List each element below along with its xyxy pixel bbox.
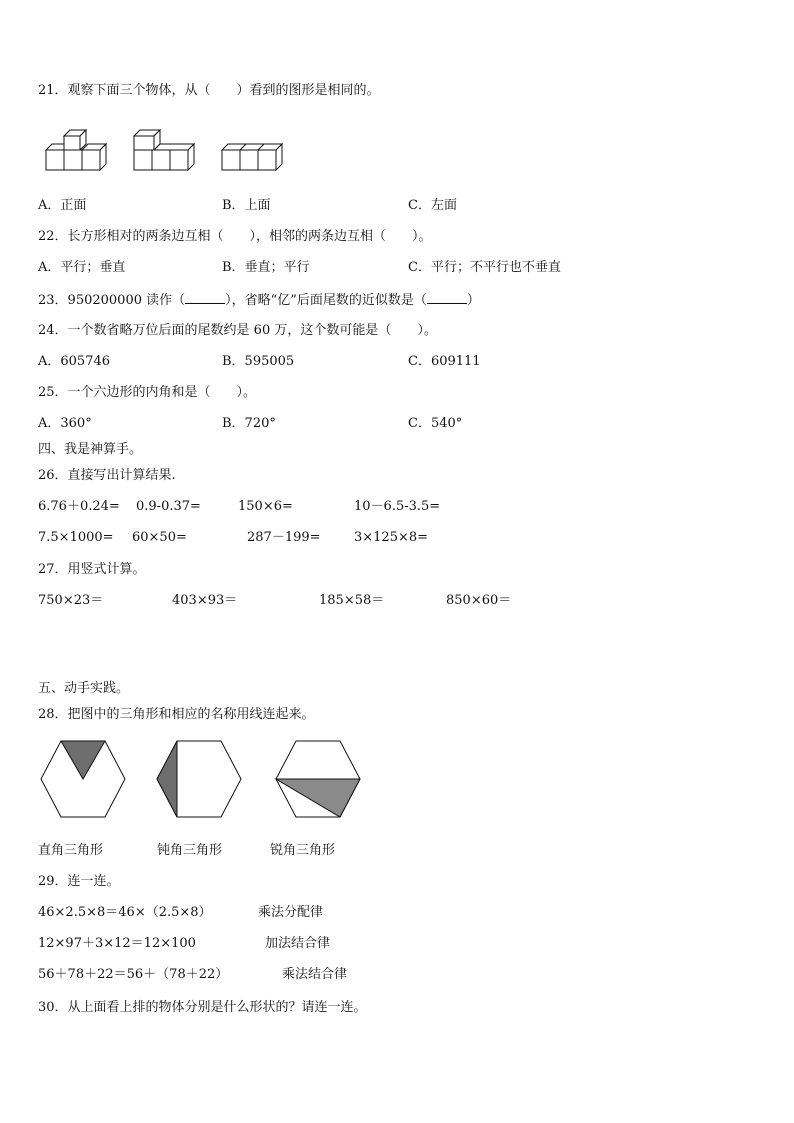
q29-equation[interactable]: 56＋78＋22＝56＋（78＋22） xyxy=(38,967,229,982)
q30-stem: 30．从上面看上排的物体分别是什么形状的？请连一连。 xyxy=(38,1000,367,1015)
q28-stem: 28．把图中的三角形和相应的名称用线连起来。 xyxy=(38,707,315,722)
q23-blank-reading[interactable] xyxy=(185,291,225,304)
q23-blank-approx[interactable] xyxy=(427,291,467,304)
q21-option-c[interactable]: C．左面 xyxy=(408,198,457,213)
q24-option-a[interactable]: A．605746 xyxy=(38,354,111,369)
q23-mid: ），省略“亿”后面尾数的近似数是（ xyxy=(225,293,427,308)
q25-stem: 25．一个六边形的内角和是（ ）。 xyxy=(38,385,257,400)
q27-item: 850×60＝ xyxy=(446,593,512,608)
q29-law[interactable]: 乘法结合律 xyxy=(282,967,348,982)
q21-cube-figure-2 xyxy=(130,128,200,174)
q24-option-b[interactable]: B．595005 xyxy=(222,354,295,369)
q24-option-c[interactable]: C．609111 xyxy=(408,354,481,369)
q26-stem: 26．直接写出计算结果. xyxy=(38,468,176,483)
q27-item: 185×58＝ xyxy=(319,593,385,608)
q25-option-a[interactable]: A．360° xyxy=(38,416,92,431)
q28-label[interactable]: 直角三角形 xyxy=(38,843,104,858)
q28-hexagon-2 xyxy=(156,740,242,818)
q29-stem: 29．连一连。 xyxy=(38,874,120,889)
q29-law[interactable]: 乘法分配律 xyxy=(258,905,324,920)
q21-stem: 21．观察下面三个物体，从（ ）看到的图形是相同的。 xyxy=(38,83,380,98)
q28-hexagon-1 xyxy=(40,740,126,818)
q23-prefix: 23．950200000 读作（ xyxy=(38,293,186,308)
q27-item: 750×23＝ xyxy=(38,593,104,608)
q27-stem: 27．用竖式计算。 xyxy=(38,562,146,577)
q23-suffix: ） xyxy=(466,293,480,308)
q26-calc: 0.9-0.37= xyxy=(136,499,201,514)
q23-stem xyxy=(38,291,480,309)
q26-calc: 10－6.5-3.5= xyxy=(354,499,441,514)
q22-option-a[interactable]: A．平行；垂直 xyxy=(38,260,126,275)
q27-item: 403×93＝ xyxy=(172,593,238,608)
q26-calc: 3×125×8= xyxy=(354,530,429,545)
q26-calc: 60×50= xyxy=(132,530,187,545)
q28-label[interactable]: 钝角三角形 xyxy=(157,843,223,858)
q24-stem: 24．一个数省略万位后面的尾数约是 60 万，这个数可能是（ ）。 xyxy=(38,323,437,338)
q26-calc: 6.76＋0.24= xyxy=(38,499,120,514)
q26-calc: 150×6= xyxy=(238,499,293,514)
q26-calc: 287－199= xyxy=(247,530,321,545)
q22-option-c[interactable]: C．平行；不平行也不垂直 xyxy=(408,260,561,275)
q28-label[interactable]: 锐角三角形 xyxy=(270,843,336,858)
q21-option-a[interactable]: A．正面 xyxy=(38,198,87,213)
q21-option-b[interactable]: B．上面 xyxy=(222,198,271,213)
q21-cube-figure-1 xyxy=(40,128,110,174)
q25-option-b[interactable]: B．720° xyxy=(222,416,276,431)
q22-option-b[interactable]: B．垂直；平行 xyxy=(222,260,310,275)
q29-equation[interactable]: 46×2.5×8＝46×（2.5×8） xyxy=(38,905,212,920)
section-5-heading: 五、动手实践。 xyxy=(38,681,130,696)
q21-cube-figure-3 xyxy=(218,140,288,174)
section-4-heading: 四、我是神算手。 xyxy=(38,442,143,457)
q25-option-c[interactable]: C．540° xyxy=(408,416,463,431)
q26-calc: 7.5×1000= xyxy=(38,530,114,545)
q29-equation[interactable]: 12×97＋3×12＝12×100 xyxy=(38,936,196,951)
q29-law[interactable]: 加法结合律 xyxy=(265,936,331,951)
q22-stem: 22．长方形相对的两条边互相（ ），相邻的两条边互相（ ）。 xyxy=(38,229,432,244)
q28-hexagon-3 xyxy=(275,740,361,818)
